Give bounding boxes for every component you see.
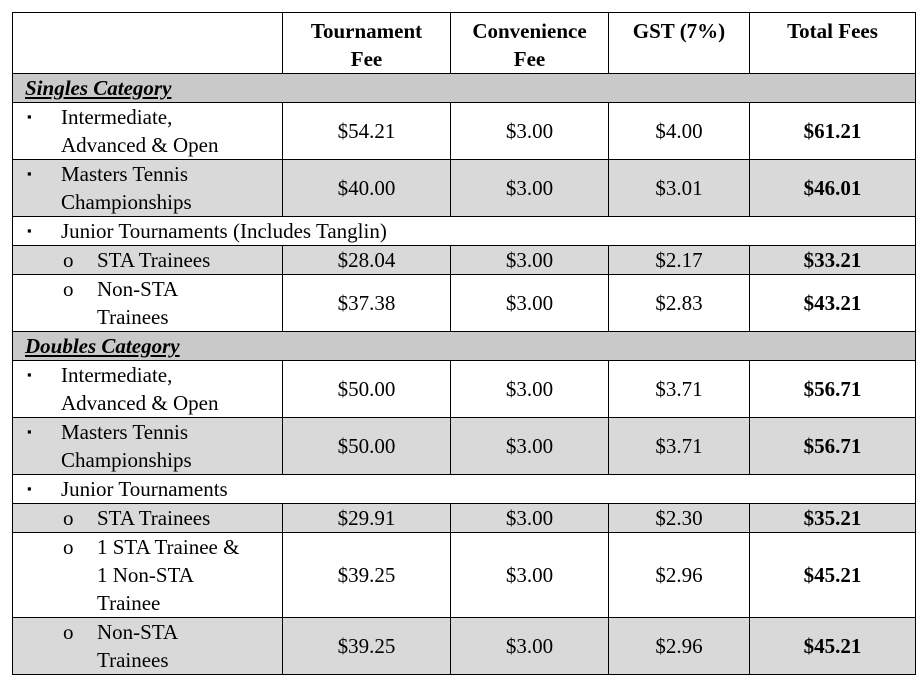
tournament-fee-cell: $50.00: [283, 418, 451, 475]
row-label: ▪ Intermediate, Advanced & Open: [13, 103, 283, 160]
convenience-fee-cell: $3.00: [451, 533, 609, 618]
tournament-fee-cell: $39.25: [283, 618, 451, 675]
convenience-fee-cell: $3.00: [451, 160, 609, 217]
tournament-fee-cell: $28.04: [283, 246, 451, 275]
doubles-category-row: [13, 332, 916, 361]
table-row: [13, 275, 916, 332]
header-gst: GST (7%): [609, 13, 750, 74]
circle-bullet-icon: o: [63, 535, 74, 559]
total-fee-cell: $35.21: [750, 504, 916, 533]
table-row: [13, 103, 916, 160]
tournament-fee-cell: $40.00: [283, 160, 451, 217]
junior-header-row: [13, 217, 916, 246]
row-label: o STA Trainees: [13, 246, 283, 275]
row-label: ▪ Intermediate, Advanced & Open: [13, 361, 283, 418]
doubles-category-title: Doubles Category: [13, 332, 916, 361]
junior-header-row: [13, 475, 916, 504]
table-row: [13, 618, 916, 675]
gst-cell: $2.17: [609, 246, 750, 275]
gst-cell: $2.83: [609, 275, 750, 332]
circle-bullet-icon: o: [63, 277, 74, 301]
circle-bullet-icon: o: [63, 506, 74, 530]
table-row: [13, 361, 916, 418]
gst-cell: $3.71: [609, 361, 750, 418]
tournament-fee-cell: $54.21: [283, 103, 451, 160]
table-row: [13, 160, 916, 217]
total-fee-cell: $45.21: [750, 618, 916, 675]
table-row: [13, 246, 916, 275]
convenience-fee-cell: $3.00: [451, 504, 609, 533]
table-row: [13, 533, 916, 618]
header-total-fees: Total Fees: [750, 13, 916, 74]
gst-cell: $3.71: [609, 418, 750, 475]
row-label: o Non-STA Trainees: [13, 618, 283, 675]
square-bullet-icon: ▪: [27, 223, 32, 238]
square-bullet-icon: ▪: [27, 424, 32, 439]
header-row: [13, 13, 916, 74]
singles-category-title: Singles Category: [13, 74, 916, 103]
circle-bullet-icon: o: [63, 248, 74, 272]
convenience-fee-cell: $3.00: [451, 618, 609, 675]
tournament-fee-cell: $37.38: [283, 275, 451, 332]
circle-bullet-icon: o: [63, 620, 74, 644]
row-label: ▪ Junior Tournaments (Includes Tanglin): [13, 217, 916, 246]
fee-table: [12, 12, 916, 675]
gst-cell: $4.00: [609, 103, 750, 160]
row-label: o 1 STA Trainee & 1 Non-STA Trainee: [13, 533, 283, 618]
total-fee-cell: $43.21: [750, 275, 916, 332]
header-convenience-fee: Convenience Fee: [451, 13, 609, 74]
header-blank: [13, 13, 283, 74]
row-label: ▪ Junior Tournaments: [13, 475, 916, 504]
convenience-fee-cell: $3.00: [451, 275, 609, 332]
total-fee-cell: $61.21: [750, 103, 916, 160]
gst-cell: $3.01: [609, 160, 750, 217]
row-label: ▪ Masters Tennis Championships: [13, 418, 283, 475]
convenience-fee-cell: $3.00: [451, 361, 609, 418]
gst-cell: $2.96: [609, 618, 750, 675]
row-label: o Non-STA Trainees: [13, 275, 283, 332]
total-fee-cell: $46.01: [750, 160, 916, 217]
tournament-fee-cell: $50.00: [283, 361, 451, 418]
gst-cell: $2.30: [609, 504, 750, 533]
square-bullet-icon: ▪: [27, 367, 32, 382]
total-fee-cell: $33.21: [750, 246, 916, 275]
convenience-fee-cell: $3.00: [451, 246, 609, 275]
tournament-fee-cell: $29.91: [283, 504, 451, 533]
table-row: [13, 504, 916, 533]
square-bullet-icon: ▪: [27, 166, 32, 181]
tournament-fee-cell: $39.25: [283, 533, 451, 618]
square-bullet-icon: ▪: [27, 109, 32, 124]
total-fee-cell: $56.71: [750, 361, 916, 418]
total-fee-cell: $45.21: [750, 533, 916, 618]
table-row: [13, 418, 916, 475]
convenience-fee-cell: $3.00: [451, 418, 609, 475]
square-bullet-icon: ▪: [27, 481, 32, 496]
total-fee-cell: $56.71: [750, 418, 916, 475]
gst-cell: $2.96: [609, 533, 750, 618]
convenience-fee-cell: $3.00: [451, 103, 609, 160]
header-tournament-fee: Tournament Fee: [283, 13, 451, 74]
singles-category-row: [13, 74, 916, 103]
row-label: o STA Trainees: [13, 504, 283, 533]
row-label: ▪ Masters Tennis Championships: [13, 160, 283, 217]
